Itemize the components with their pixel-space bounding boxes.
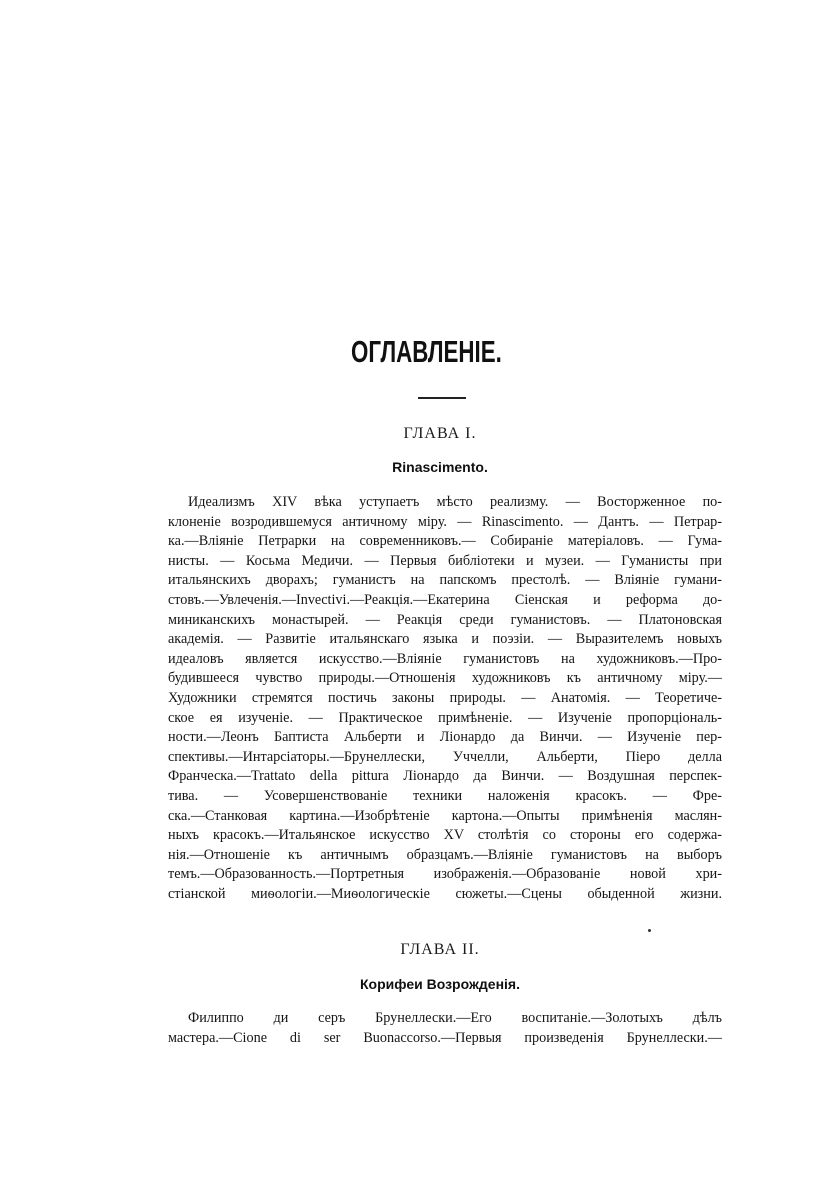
ink-speck [648,929,651,932]
summary-line: нисты. — Косьма Медичи. — Первыя библіотеки и музеи. — Гуманисты при [168,552,722,569]
summary-line: мастера.—Cione di ser Buonaccorso.—Первыя произведенія Брунеллески.— [168,1029,722,1046]
chapter-1-summary [168,493,722,904]
summary-line: ности.—Леонъ Баптиста Альберти и Ліонардо да Винчи. — Изученіе пер- [168,729,722,746]
summary-line: тива. — Усовершенствованіе техники наложенія красокъ. — Фре- [168,787,722,804]
chapter-2-summary [168,1009,722,1048]
summary-line: стовъ.—Увлеченія.—Invectivi.—Реакція.—Екатерина Сіенская и реформа до- [168,591,722,608]
chapter-1-heading: ГЛАВА I. [403,425,477,442]
summary-line: спективы.—Интарсіаторы.—Брунеллески, Уччелли, Альберти, Пiеро делла [168,748,722,765]
page-title: ОГЛАВЛЕНІЕ. [351,334,502,369]
summary-line: стіанской миѳологіи.—Миѳологическіе сюжеты.—Сцены обыденной жизни. [168,885,722,902]
summary-line: академія. — Развитіе итальянскаго языка и поэзіи. — Выразителемъ новыхъ [168,631,722,648]
summary-line: ска.—Станковая картина.—Изобрѣтеніе картона.—Опыты примѣненія маслян- [168,807,722,824]
chapter-2-heading: ГЛАВА II. [400,941,480,958]
summary-line: ныхъ красокъ.—Итальянское искусство XV столѣтія со стороны его содержа- [168,827,722,844]
chapter-1-subtitle: Rinascimento. [392,459,488,475]
title-divider [418,397,466,399]
summary-line: идеаловъ является искусство.—Вліяніе гуманистовъ на художниковъ.—Про- [168,650,722,667]
summary-line: итальянскихъ дворахъ; гуманистъ на папскомъ престолѣ. — Вліяніе гумани- [168,572,722,589]
summary-line: темъ.—Образованность.—Портретныя изображенія.—Образованіе новой хри- [168,866,722,883]
summary-line: Филиппо ди серъ Брунеллески.—Его воспитаніе.—Золотыхъ дѣлъ [188,1010,722,1026]
summary-line: нія.—Отношеніе къ античнымъ образцамъ.—Вліяніе гуманистовъ на выборъ [168,846,722,863]
summary-line: Идеализмъ XIV вѣка уступаетъ мѣсто реализму. — Восторженное по- [188,494,722,510]
summary-line: миниканскихъ монастырей. — Реакція среди гуманистовъ. — Платоновская [168,611,722,628]
summary-line: Франческа.—Trattato della pittura Ліонардо да Винчи. — Воздушная перспек- [168,768,722,785]
chapter-2-subtitle: Корифеи Возрожденія. [360,976,520,992]
summary-line: ское ея изученіе. — Практическое примѣненіе. — Изученіе пропорціональ- [168,709,722,726]
summary-line: клоненіе возродившемуся античному міру. — Rinascimento. — Дантъ. — Петрар- [168,513,722,530]
summary-line: ка.—Вліяніе Петрарки на современниковъ.— Собираніе матеріаловъ. — Гума- [168,533,722,550]
summary-line: будившееся чувство природы.—Отношенія художниковъ къ античному міру.— [168,670,722,687]
summary-line: Художники стремятся постичь законы природы. — Анатомія. — Теоретиче- [168,689,722,706]
